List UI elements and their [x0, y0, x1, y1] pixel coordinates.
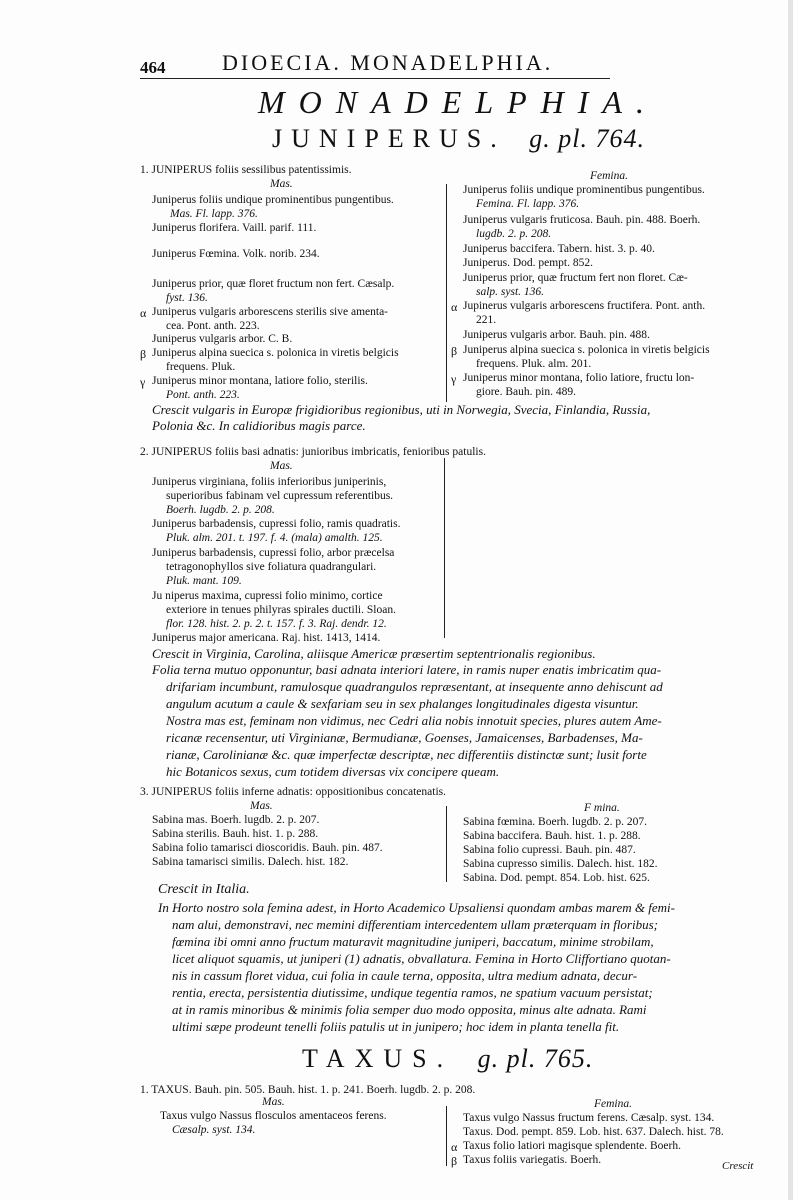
section-title: MONADELPHIA. [258, 84, 658, 120]
sp3-para-line-4: licet aliquot squamis, ut juniperi (1) adnatis, obvallatura. Femina in Horto Cliffortiano quotan- [172, 951, 671, 966]
sp2-line-0: Juniperus virginiana, foliis inferioribus juniperinis, [152, 476, 387, 488]
sp1-right-line-10: Juniperus vulgaris arbor. Bauh. pin. 488. [463, 329, 650, 341]
sp1-left-line-1: Mas. Fl. lapp. 376. [170, 208, 258, 220]
sp3-column-divider [446, 806, 447, 882]
sp3-para-line-0: Crescit in Italia. [158, 882, 250, 897]
sp2-line-7: Pluk. mant. 109. [166, 575, 242, 587]
page-edge-shadow [788, 0, 793, 1200]
taxus-right-line-0: Taxus vulgo Nassus fructum ferens. Cæsalp. syst. 134. [463, 1112, 715, 1124]
sp3-mas-label: Mas. [250, 800, 273, 812]
sp2-para-line-6: rianæ, Carolinianæ &c. quæ imperfectæ descriptæ, nec differentiis distinctæ sunt; lusit forte [166, 747, 647, 762]
running-title: DIOECIA. MONADELPHIA. [222, 50, 554, 75]
taxus-genus-heading [302, 1044, 593, 1074]
sp1-right-line-3: lugdb. 2. p. 208. [476, 228, 552, 240]
sp1-left-beta-marker: β [140, 347, 147, 361]
sp3-right-line-1: Sabina baccifera. Bauh. hist. 1. p. 288. [463, 830, 641, 842]
sp1-left-line-5: fyst. 136. [166, 292, 208, 304]
sp2-para-line-2: drifariam incumbunt, ramulosque quadrangulos repræsentant, at insequente anno dehiscunt ad [166, 679, 663, 694]
sp2-para-line-3: angulum acutum a caule & sexfariam seu in sex phalanges longitudinales digesta visuntur. [166, 696, 639, 711]
sp1-right-line-13: Juniperus minor montana, folio latiore, fructu lon- [463, 372, 695, 384]
sp2-para-line-5: ricanæ recensentur, uti Virginianæ, Bermudianæ, Goenses, Jamaicenses, Barbadenses, Ma- [166, 730, 643, 745]
sp3-right-line-3: Sabina cupresso similis. Dalech. hist. 182. [463, 858, 658, 870]
sp2-line-6: tetragonophyllos sive foliatura quadrangulari. [166, 561, 377, 573]
sp1-right-gamma-marker: γ [451, 372, 457, 386]
sp3-left-line-1: Sabina sterilis. Bauh. hist. 1. p. 288. [152, 828, 319, 840]
page-number: 464 [140, 58, 166, 77]
sp2-line-1: superioribus fabinam vel cupressum referentibus. [166, 490, 394, 502]
header-rule [140, 78, 610, 79]
sp2-para-line-4: Nostra mas est, feminam non vidimus, nec Cedri alia nobis innotuit species, plures autem Ame- [166, 713, 662, 728]
sp3-right-line-4: Sabina. Dod. pempt. 854. Lob. hist. 625. [463, 872, 650, 884]
sp3-para-line-7: at in ramis minoribus & minimis folia semper duo modo opposita, minus alte adnata. Rami [172, 1002, 647, 1017]
sp2-line-4: Pluk. alm. 201. t. 197. f. 4. (mala) amalth. 125. [166, 532, 383, 544]
sp2-line-5: Juniperus barbadensis, cupressi folio, arbor præcelsa [152, 547, 395, 559]
sp1-right-line-11: Juniperus alpina suecica s. polonica in viretis belgicis [463, 344, 710, 356]
sp1-left-line-0: Juniperus foliis undique prominentibus pungentibus. [152, 194, 394, 206]
taxus-right-line-2: Taxus folio latiori magisque splendente. Boerh. [463, 1140, 681, 1152]
sp3-para-line-8: ultimi sæpe prodeunt tenelli foliis patulis ut in junipero; hoc idem in planta tenella fit. [172, 1019, 620, 1034]
sp1-left-line-10: frequens. Pluk. [166, 361, 236, 373]
sp1-left-gamma-marker: γ [140, 375, 146, 389]
sp3-right-line-0: Sabina fœmina. Boerh. lugdb. 2. p. 207. [463, 816, 647, 828]
taxus-left-line-0: Taxus vulgo Nassus flosculos amentaceos ferens. [160, 1110, 387, 1122]
sp3-para-line-2: nam alui, demonstravi, nec memini differentiam intercedentem ullam præterquam in floribus; [172, 917, 658, 932]
sp2-line-8: Ju niperus maxima, cupressi folio minimo, cortice [152, 590, 383, 602]
sp1-column-divider [446, 184, 447, 402]
sp2-para-line-1: Folia terna mutuo opponuntur, basi adnata interiori latere, in ramis nuper enatis imbricatim qua- [152, 662, 662, 677]
sp1-right-line-6: Juniperus prior, quæ fructum fert non floret. Cæ- [463, 272, 688, 284]
sp2-line-3: Juniperus barbadensis, cupressi folio, ramis quadratis. [152, 518, 401, 530]
sp2-line-2: Boerh. lugdb. 2. p. 208. [166, 504, 275, 516]
sp1-left-line-11: Juniperus minor montana, latiore folio, sterilis. [152, 375, 368, 387]
taxus-genus-ref: g. pl. 765. [477, 1044, 594, 1073]
sp1-left-line-4: Juniperus prior, quæ floret fructum non fert. Cæsalp. [152, 278, 395, 290]
sp1-right-line-12: frequens. Pluk. alm. 201. [476, 358, 592, 370]
sp1-right-line-8: Jupinerus vulgaris arborescens fructifera. Pont. anth. [463, 300, 706, 312]
sp2-mas-label: Mas. [270, 460, 293, 472]
juniperus-genus-name: JUNIPERUS. [272, 124, 506, 153]
sp1-title: 1. JUNIPERUS foliis sessilibus patentissimis. [140, 164, 352, 176]
taxus-title: 1. TAXUS. Bauh. pin. 505. Bauh. hist. 1. p. 241. Boerh. lugdb. 2. p. 208. [140, 1084, 476, 1096]
taxus-femina-label: Femina. [594, 1098, 633, 1110]
sp2-column-divider [444, 458, 445, 638]
sp1-right-beta-marker: β [451, 344, 458, 358]
taxus-left-line-1: Cæsalp. syst. 134. [172, 1124, 256, 1136]
taxus-mas-label: Mas. [262, 1096, 285, 1108]
catchword: Crescit [722, 1160, 754, 1172]
sp1-left-line-7: cea. Pont. anth. 223. [166, 320, 260, 332]
juniperus-genus-ref: g. pl. 764. [529, 124, 645, 153]
sp1-right-line-1: Femina. Fl. lapp. 376. [476, 198, 580, 210]
sp1-left-line-12: Pont. anth. 223. [166, 389, 240, 401]
sp1-right-line-2: Juniperus vulgaris fruticosa. Bauh. pin. 488. Boerh. [463, 214, 701, 226]
sp2-para-line-0: Crescit in Virginia, Carolina, aliisque Americæ præsertim septentrionalis regionibus. [152, 646, 596, 661]
sp1-mas-label: Mas. [270, 178, 293, 190]
sp3-para-line-5: nis in cassum floret vidua, cui folia in caule terna, opposita, ultra medium adnata, decur- [172, 968, 638, 983]
sp3-para-line-1: In Horto nostro sola femina adest, in Horto Academico Upsaliensi quondam ambas marem & femi- [158, 900, 675, 915]
sp1-right-alpha-marker: α [451, 300, 458, 314]
sp2-line-11: Juniperus major americana. Raj. hist. 1413, 1414. [152, 632, 381, 644]
sp1-right-line-7: salp. syst. 136. [476, 286, 545, 298]
sp3-left-line-0: Sabina mas. Boerh. lugdb. 2. p. 207. [152, 814, 320, 826]
taxus-genus-name: TAXUS. [302, 1044, 454, 1073]
sp1-crescit-line-2: Polonia &c. In calidioribus magis parce. [152, 418, 366, 433]
taxus-right-line-3: Taxus foliis variegatis. Boerh. [463, 1154, 602, 1166]
sp1-right-line-0: Juniperus foliis undique prominentibus pungentibus. [463, 184, 705, 196]
sp1-crescit-line-1: Crescit vulgaris in Europæ frigidioribus regionibus, uti in Norwegia, Svecia, Finlandia, Russia, [152, 402, 651, 417]
sp1-right-line-9: 221. [476, 314, 497, 326]
sp1-left-line-6: Juniperus vulgaris arborescens sterilis sive amenta- [152, 306, 389, 318]
sp1-left-alpha-marker: α [140, 306, 147, 320]
sp1-left-line-2: Juniperus florifera. Vaill. parif. 111. [152, 222, 317, 234]
sp1-left-line-8: Juniperus vulgaris arbor. C. B. [152, 333, 293, 345]
sp1-left-line-9: Juniperus alpina suecica s. polonica in viretis belgicis [152, 347, 399, 359]
sp3-left-line-2: Sabina folio tamarisci dioscoridis. Bauh. pin. 487. [152, 842, 383, 854]
sp3-para-line-3: fœmina ibi omni anno fructum maturavit magnitudine juniperi, baccatum, minime strobilam, [172, 934, 654, 949]
taxus-beta-marker: β [451, 1154, 458, 1168]
sp3-femina-label: F mina. [584, 802, 620, 814]
sp1-right-line-14: giore. Bauh. pin. 489. [476, 386, 576, 398]
sp1-right-line-5: Juniperus. Dod. pempt. 852. [463, 257, 594, 269]
sp3-left-line-3: Sabina tamarisci similis. Dalech. hist. 182. [152, 856, 349, 868]
sp3-title: 3. JUNIPERUS foliis inferne adnatis: oppositionibus concatenatis. [140, 786, 446, 798]
sp1-left-line-3: Juniperus Fœmina. Volk. norib. 234. [152, 248, 320, 260]
sp2-line-10: flor. 128. hist. 2. p. 2. t. 157. f. 3. Raj. dendr. 12. [166, 618, 387, 630]
sp2-line-9: exteriore in tenues philyras spirales ductili. Sloan. [166, 604, 396, 616]
juniperus-genus-heading [272, 124, 645, 154]
sp3-right-line-2: Sabina folio cupressi. Bauh. pin. 487. [463, 844, 636, 856]
taxus-right-line-1: Taxus. Dod. pempt. 859. Lob. hist. 637. Dalech. hist. 78. [463, 1126, 724, 1138]
sp3-para-line-6: rentia, erecta, persistentia diutissime, undique tegentia ramos, ne spatium vacuum persistat; [172, 985, 653, 1000]
taxus-column-divider [446, 1106, 447, 1166]
sp1-right-line-4: Juniperus baccifera. Tabern. hist. 3. p. 40. [463, 243, 655, 255]
taxus-alpha-marker: α [451, 1140, 458, 1154]
sp2-para-line-7: hic Botanicos sexus, cum totidem diversas vix concipere queam. [166, 764, 500, 779]
sp2-title: 2. JUNIPERUS foliis basi adnatis: junioribus imbricatis, fenioribus patulis. [140, 446, 486, 458]
sp1-femina-label: Femina. [590, 170, 629, 182]
